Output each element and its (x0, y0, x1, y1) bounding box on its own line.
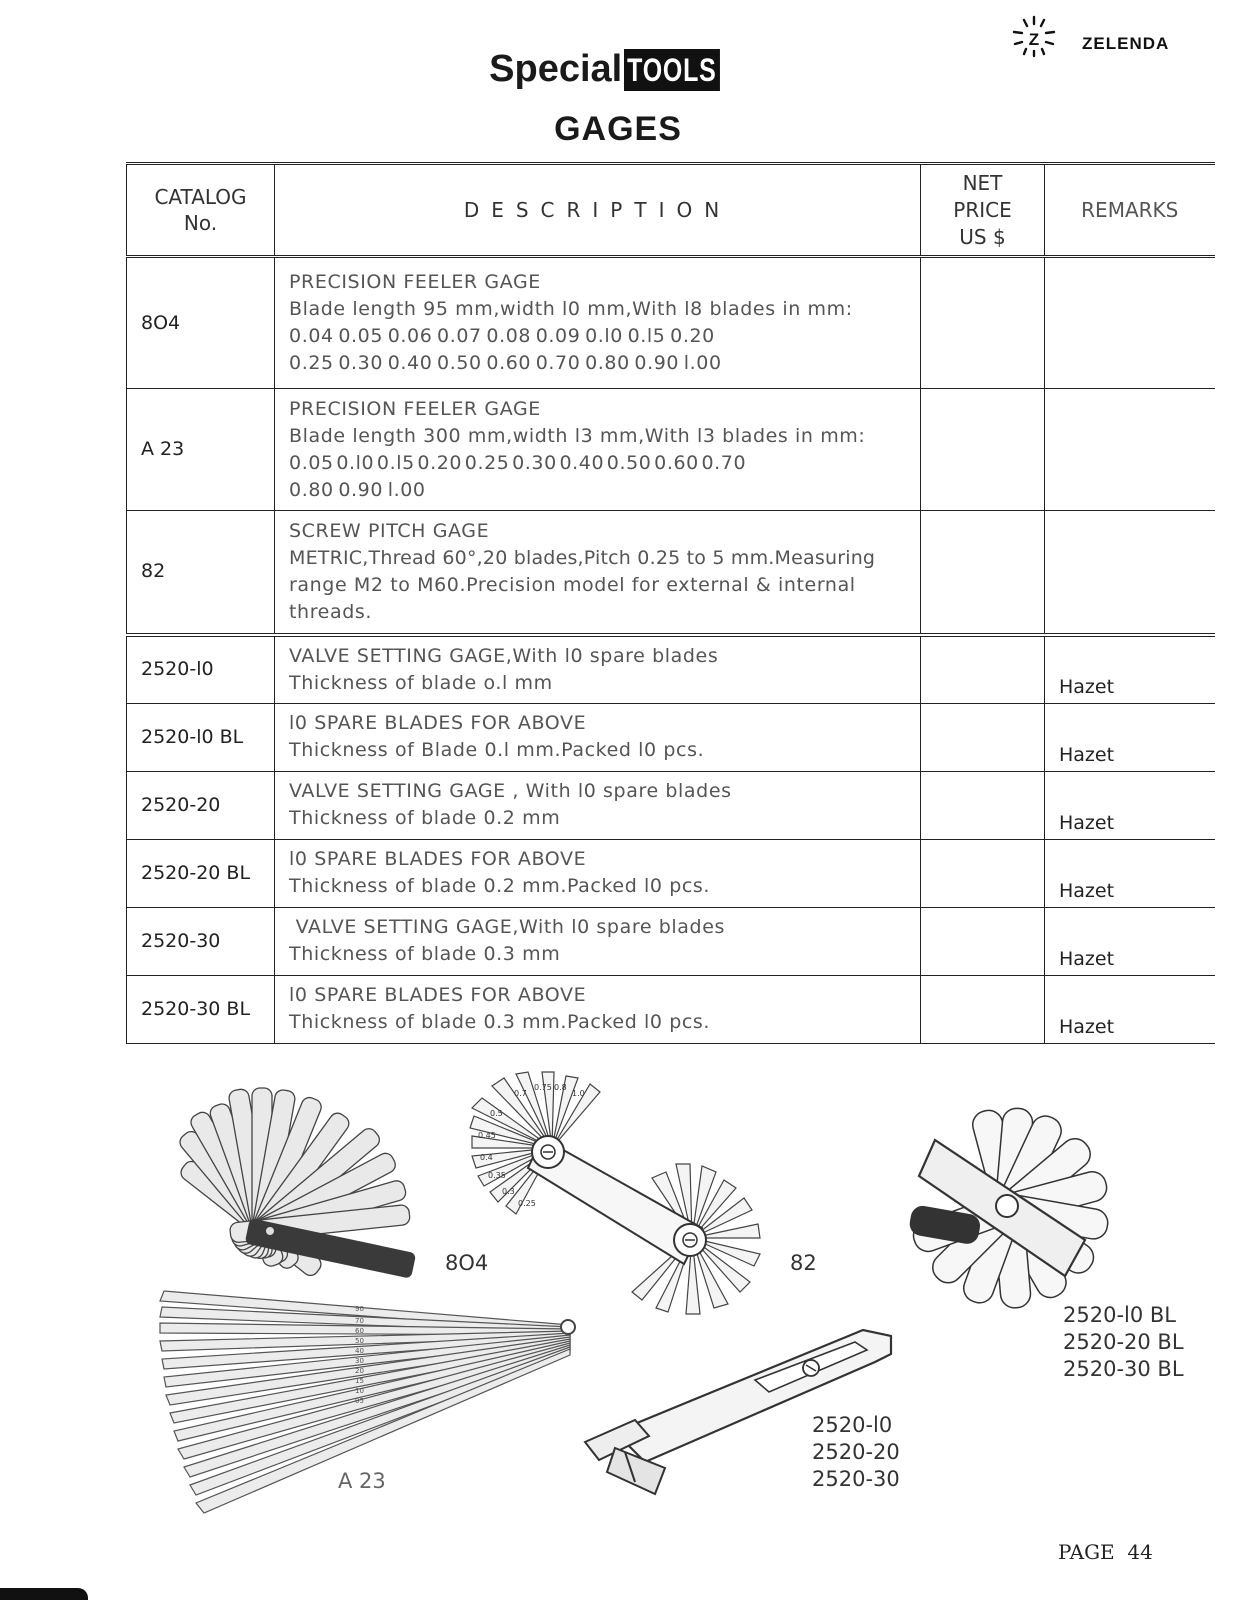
remarks-cell (1045, 511, 1215, 635)
scan-edge-mark (0, 1588, 88, 1600)
description-cell (275, 771, 921, 839)
brand-name: ZELENDA (1082, 34, 1170, 53)
a23-mark: 70 (355, 1317, 364, 1325)
spare-blades-illustration (905, 1100, 1117, 1320)
table-row (127, 389, 1215, 511)
page-number: PAGE 44 (1058, 1540, 1153, 1564)
description-cell (275, 511, 921, 635)
price-cell (921, 703, 1045, 771)
header-price-line1: NET (962, 170, 1003, 195)
pitch-mark: 0.3 (502, 1187, 515, 1196)
remarks-cell: Hazet (1045, 635, 1215, 704)
label-line: 2520-30 (812, 1467, 900, 1491)
description-line: Thickness of blade 0.3 mm (289, 943, 561, 965)
description-cell (275, 839, 921, 907)
description-line: METRIC,Thread 60°,20 blades,Pitch 0.25 to 5 mm.Measuring (289, 546, 876, 569)
catalog-number: 2520-30 BL (127, 975, 275, 1043)
description-line: Thickness of blade 0.3 mm.Packed l0 pcs. (289, 1011, 711, 1033)
page-subtitle: GAGES (554, 110, 682, 148)
label-line: 2520-l0 BL (1063, 1303, 1176, 1327)
a23-mark: 40 (355, 1347, 364, 1355)
description-title: VALVE SETTING GAGE,With l0 spare blades (289, 644, 719, 667)
title-tools-badge: TOOLS (624, 49, 720, 91)
description-title: PRECISION FEELER GAGE (289, 397, 541, 420)
a23-mark: 05 (355, 1397, 364, 1405)
price-cell (921, 635, 1045, 704)
a23-mark: 20 (355, 1367, 364, 1375)
label-line: 2520-l0 (812, 1413, 893, 1437)
price-cell (921, 389, 1045, 511)
remarks-cell: Hazet (1045, 975, 1215, 1043)
label-804: 8O4 (445, 1251, 489, 1275)
table-row (127, 511, 1215, 635)
description-line: 0.25 0.30 0.40 0.50 0.60 0.70 0.80 0.90 l.00 (289, 352, 722, 374)
description-title: VALVE SETTING GAGE,With l0 spare blades (289, 916, 725, 938)
label-blade-sets (1063, 1302, 1184, 1383)
catalog-table (126, 162, 1214, 1044)
description-title: PRECISION FEELER GAGE (289, 271, 541, 293)
label-line: 2520-30 BL (1063, 1357, 1184, 1381)
description-cell (275, 907, 921, 975)
table-row (127, 703, 1215, 771)
description-cell (275, 635, 921, 704)
description-line: Thickness of blade 0.2 mm.Packed l0 pcs. (289, 875, 711, 897)
a23-mark: 30 (355, 1357, 364, 1365)
description-title: SCREW PITCH GAGE (289, 519, 490, 542)
feeler-gage-804-illustration (130, 1068, 450, 1278)
pitch-mark: 0.45 (478, 1131, 496, 1140)
pitch-mark: 0.4 (480, 1153, 493, 1162)
description-cell (275, 389, 921, 511)
catalog-number: 8O4 (127, 257, 275, 389)
description-line: Blade length 300 mm,width l3 mm,With l3 blades in mm: (289, 424, 866, 447)
header-catalog-line2: No. (183, 211, 218, 235)
table-row (127, 839, 1215, 907)
table-row (127, 975, 1215, 1043)
pitch-mark: 0.75 (534, 1083, 552, 1092)
a23-mark: 90 (355, 1305, 364, 1313)
catalog-number: 2520-l0 BL (127, 703, 275, 771)
header-catalog (127, 164, 275, 257)
table-row (127, 257, 1215, 389)
price-cell (921, 907, 1045, 975)
price-cell (921, 511, 1045, 635)
a23-mark: 50 (355, 1337, 364, 1345)
remarks-cell (1045, 257, 1215, 389)
description-line: threads. (289, 600, 373, 623)
description-cell (275, 975, 921, 1043)
pitch-mark: 0.35 (488, 1171, 506, 1180)
title-special: Special (489, 48, 623, 90)
label-line: 2520-20 (812, 1440, 900, 1464)
description-title: VALVE SETTING GAGE , With l0 spare blades (289, 780, 732, 802)
catalog-number: 2520-20 (127, 771, 275, 839)
description-line: Blade length 95 mm,width l0 mm,With l8 blades in mm: (289, 298, 853, 320)
table-row (127, 771, 1215, 839)
catalog-number: A 23 (127, 389, 275, 511)
description-line: range M2 to M60.Precision model for external & internal (289, 573, 856, 596)
price-cell (921, 839, 1045, 907)
catalog-number: 2520-l0 (127, 635, 275, 704)
pitch-mark: 0.25 (518, 1199, 536, 1208)
description-line: 0.04 0.05 0.06 0.07 0.08 0.09 0.l0 0.l5 0.20 (289, 325, 715, 347)
page-title (0, 48, 1236, 91)
label-a23: A 23 (338, 1469, 386, 1493)
description-line: Thickness of blade 0.2 mm (289, 807, 561, 829)
remarks-cell: Hazet (1045, 839, 1215, 907)
remarks-cell: Hazet (1045, 771, 1215, 839)
label-valve-gages (812, 1412, 900, 1493)
description-line: 0.80 0.90 l.00 (289, 478, 426, 501)
price-cell (921, 975, 1045, 1043)
description-line: 0.05 0.l0 0.l5 0.20 0.25 0.30 0.40 0.50 0.60 0.70 (289, 451, 747, 474)
label-82: 82 (790, 1251, 817, 1275)
pitch-mark: 0.7 (514, 1089, 527, 1098)
a23-mark: 15 (355, 1377, 364, 1385)
a23-mark: 60 (355, 1327, 364, 1335)
table-row (127, 635, 1215, 704)
price-cell (921, 257, 1045, 389)
pitch-mark: 1.0 (572, 1089, 585, 1098)
remarks-cell: Hazet (1045, 907, 1215, 975)
header-catalog-line1: CATALOG (154, 185, 247, 209)
header-price-line3: US $ (959, 224, 1006, 249)
description-line: Thickness of blade o.l mm (289, 671, 553, 694)
description-line: Thickness of Blade 0.l mm.Packed l0 pcs. (289, 739, 705, 761)
description-cell (275, 257, 921, 389)
description-title: l0 SPARE BLADES FOR ABOVE (289, 984, 587, 1006)
svg-text:Z: Z (1028, 30, 1040, 49)
catalog-number: 82 (127, 511, 275, 635)
a23-mark: 10 (355, 1387, 364, 1395)
table-row (127, 907, 1215, 975)
description-cell (275, 703, 921, 771)
description-title: l0 SPARE BLADES FOR ABOVE (289, 712, 587, 734)
header-price (921, 164, 1045, 257)
remarks-cell: Hazet (1045, 703, 1215, 771)
label-line: 2520-20 BL (1063, 1330, 1184, 1354)
header-description: DESCRIPTION (275, 164, 921, 257)
pitch-mark: 0.5 (490, 1109, 503, 1118)
catalog-number: 2520-20 BL (127, 839, 275, 907)
header-remarks: REMARKS (1045, 164, 1215, 257)
price-cell (921, 771, 1045, 839)
catalog-number: 2520-30 (127, 907, 275, 975)
table-header-row (127, 164, 1215, 257)
header-price-line2: PRICE (953, 197, 1012, 222)
pitch-mark: 0.8 (554, 1083, 567, 1092)
description-title: l0 SPARE BLADES FOR ABOVE (289, 848, 587, 870)
remarks-cell (1045, 389, 1215, 511)
